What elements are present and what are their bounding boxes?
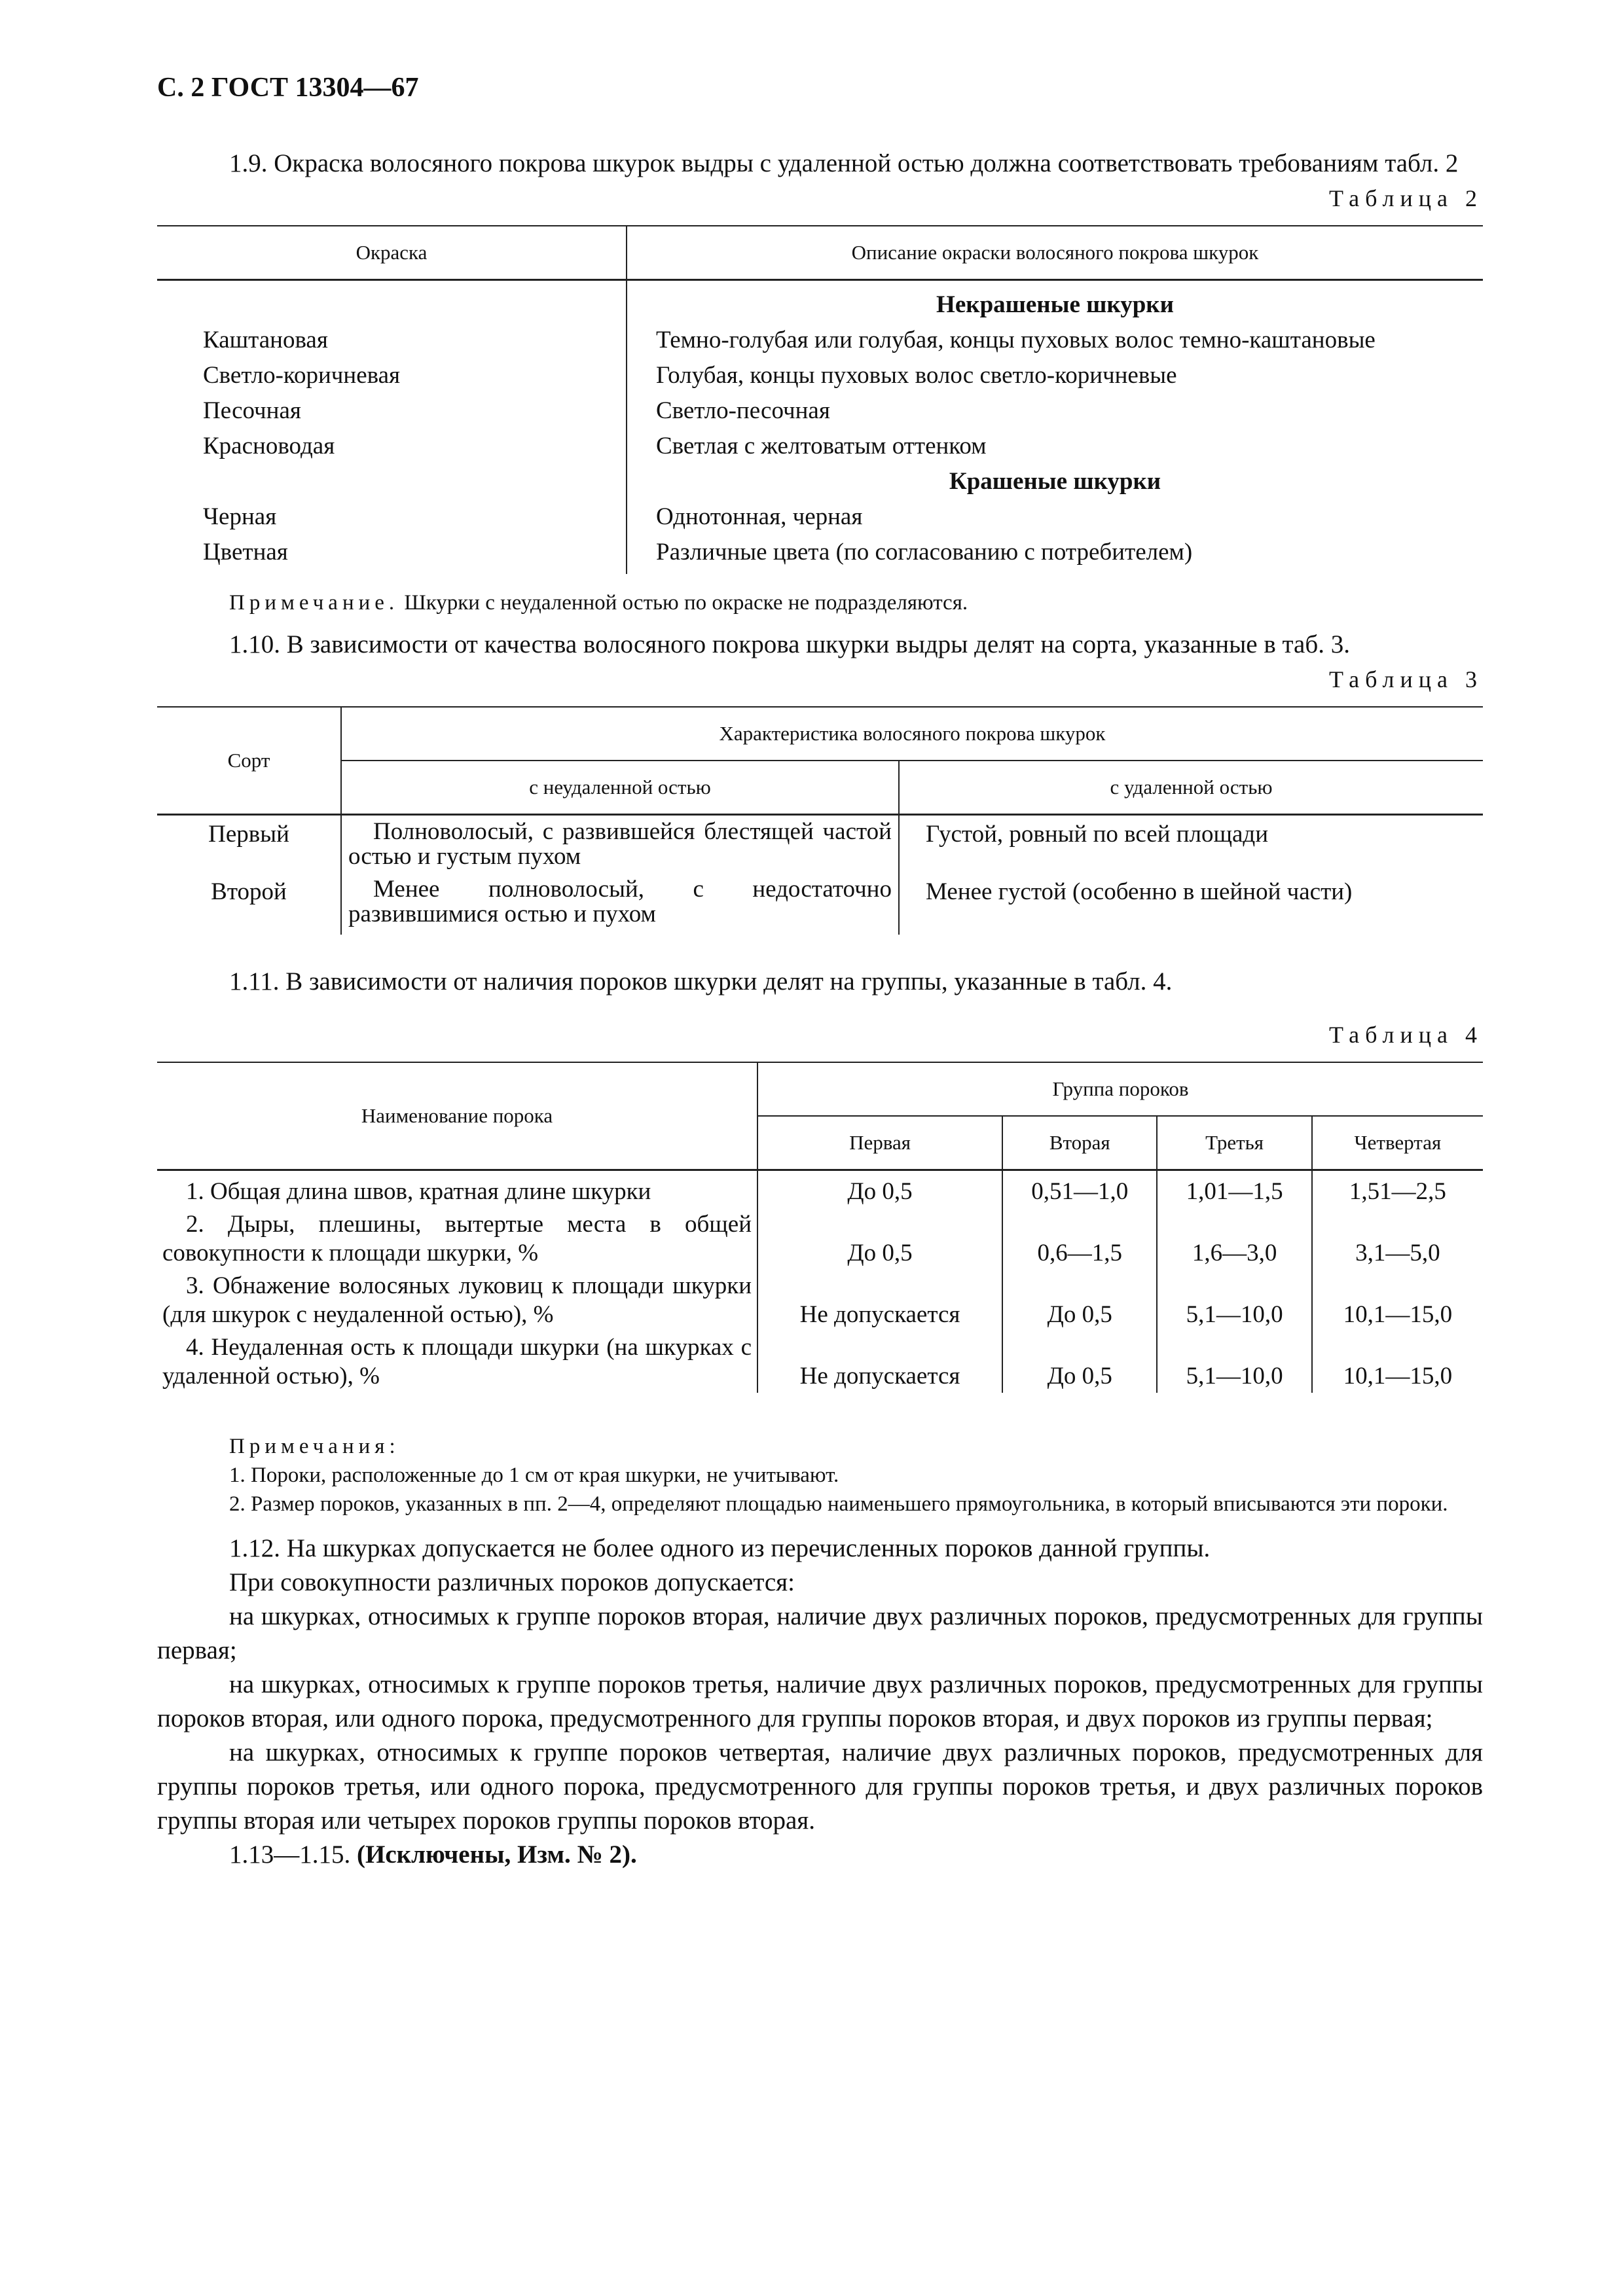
table-2-col-color: Окраска — [157, 226, 627, 280]
table-4-col-defect: Наименование порока — [157, 1062, 757, 1170]
table-2-caption: Таблица 2 — [1329, 185, 1483, 211]
table-row: Песочная Светло-песочная — [157, 393, 1483, 429]
table-4-col-group-4: Четвертая — [1312, 1116, 1483, 1170]
table-2-section-undyed: Некрашеные шкурки — [936, 291, 1174, 318]
notes-label: Примечания: — [229, 1435, 400, 1458]
table-row: Второй Менее полноволосый, с недостаточно развившимися остью и пухом Менее густой (особенно в шейной части) — [157, 873, 1483, 935]
notes-table-4 — [157, 1432, 1483, 1518]
table-4-col-group: Группа пороков — [757, 1062, 1483, 1116]
table-2-section-dyed: Крашеные шкурки — [949, 468, 1161, 495]
paragraph-1-9: 1.9. Окраска волосяного покрова шкурок выдры с удаленной остью должна соответствовать требованиям табл. 2 — [229, 149, 1459, 177]
note-item: 2. Размер пороков, указанных в пп. 2—4, определяют площадью наименьшего прямоугольника, в который вписываются эти пороки. — [229, 1492, 1448, 1516]
note-table-2: Примечание. Шкурки с неудаленной остью по окраске не подразделяются. — [229, 591, 968, 615]
table-row: Первый Полноволосый, с развившейся блестящей частой остью и густым пухом Густой, ровный по всей площади — [157, 815, 1483, 874]
table-row: Каштановая Темно-голубая или голубая, концы пуховых волос темно-каштановые — [157, 323, 1483, 358]
table-row: Цветная Различные цвета (по согласованию с потребителем) — [157, 535, 1483, 574]
paragraph-1-12: 1.12. На шкурках допускается не более одного из перечисленных пороков данной группы. При совокупности различных пороков допускается: на шкурках, относимых к группе пороков вторая, наличие двух различных пороков, предусмотренных для группы первая; на шкурках, относимых к группе пороков третья, наличие двух различных пороков, предусмотренных для группы пороков вторая, или одного порока, предусмотренного для группы пороков вторая, и двух пороков из группы первая; на шкурках, относимых к группе пороков четвертая, наличие двух различных пороков, предусмотренных для группы пороков третья, или одного порока, предусмотренного для группы пороков третья, и двух различных пороков группы вторая или четырех пороков группы пороков вторая. — [157, 1534, 1483, 1835]
paragraph-1-13: 1.13—1.15. (Исключены, Изм. № 2). — [229, 1840, 637, 1869]
table-2-col-description: Описание окраски волосяного покрова шкурок — [627, 226, 1483, 280]
paragraph-1-11: 1.11. В зависимости от наличия пороков шкурки делят на группы, указанные в табл. 4. — [229, 967, 1173, 996]
table-row: Красноводая Светлая с желтоватым оттенком — [157, 429, 1483, 464]
table-2 — [157, 225, 1483, 574]
paragraph-1-10: 1.10. В зависимости от качества волосяного покрова шкурки выдры делят на сорта, указанные в таб. 3. — [229, 630, 1350, 658]
note-item: 1. Пороки, расположенные до 1 см от края шкурки, не учитывают. — [229, 1463, 839, 1487]
table-row: 1. Общая длина швов, кратная длине шкурки До 0,5 0,51—1,0 1,01—1,5 1,51—2,5 — [157, 1170, 1483, 1209]
page-header: С. 2 ГОСТ 13304—67 — [157, 73, 419, 103]
table-4-caption: Таблица 4 — [1329, 1022, 1483, 1048]
table-3 — [157, 706, 1483, 935]
table-4-col-group-1: Первая — [757, 1116, 1002, 1170]
table-row: 3. Обнажение волосяных луковиц к площади шкурки (для шкурок с неудаленной остью), % Не допускается До 0,5 5,1—10,0 10,1—15,0 — [157, 1270, 1483, 1331]
table-3-col-grade: Сорт — [157, 707, 341, 815]
table-row: Светло-коричневая Голубая, концы пуховых волос светло-коричневые — [157, 358, 1483, 393]
table-row: 2. Дыры, плешины, вытертые места в общей совокупности к площади шкурки, % До 0,5 0,6—1,5 1,6—3,0 3,1—5,0 — [157, 1208, 1483, 1270]
table-4-col-group-2: Вторая — [1002, 1116, 1157, 1170]
table-4-col-group-3: Третья — [1157, 1116, 1311, 1170]
table-3-col-group: Характеристика волосяного покрова шкурок — [341, 707, 1483, 761]
document-page — [157, 72, 1483, 1872]
table-3-col-with-guard-hair: с неудаленной остью — [341, 761, 899, 815]
table-row: Черная Однотонная, черная — [157, 499, 1483, 535]
table-3-col-without-guard-hair: с удаленной остью — [899, 761, 1483, 815]
table-4 — [157, 1062, 1483, 1393]
table-row: 4. Неудаленная ость к площади шкурки (на шкурках с удаленной остью), % Не допускается До 0,5 5,1—10,0 10,1—15,0 — [157, 1331, 1483, 1393]
table-3-caption: Таблица 3 — [1329, 666, 1483, 692]
